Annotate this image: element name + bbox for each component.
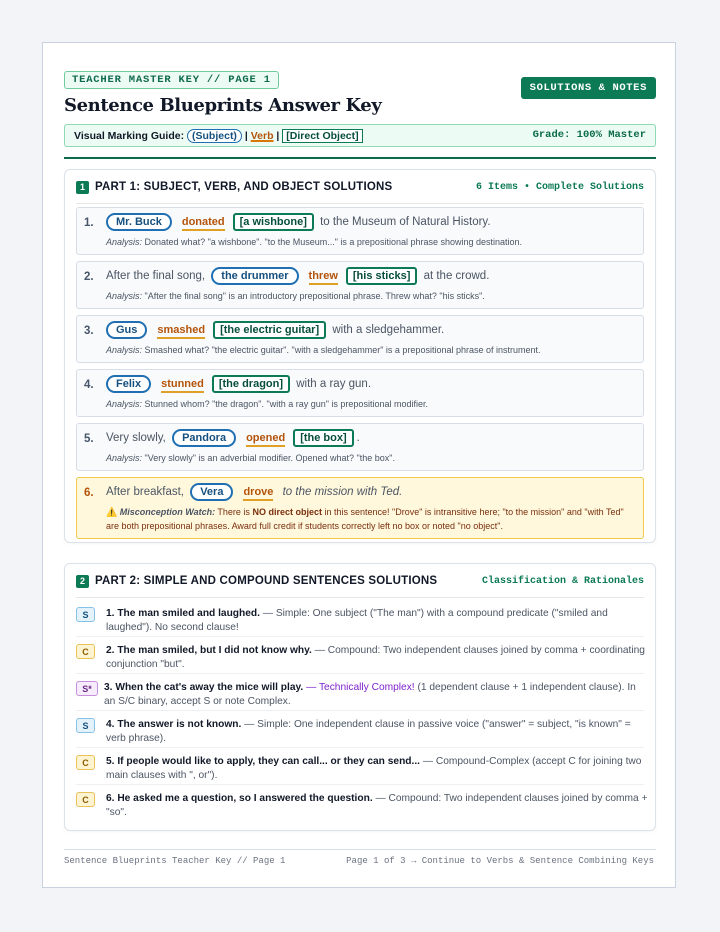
rationale: (1 dependent clause + 1 independent clause). In an S/C binary, accept S or note Complex. bbox=[104, 682, 636, 707]
classification-chip: S bbox=[76, 718, 95, 733]
footer-divider bbox=[64, 849, 656, 850]
complex-note: — Technically Complex! bbox=[306, 682, 415, 693]
sentence-text: 3. When the cat's away the mice will play. bbox=[104, 682, 304, 693]
analysis-label: Analysis: bbox=[106, 399, 143, 409]
sentence-text: 5. If people would like to apply, they can call... or they can send... bbox=[106, 756, 421, 767]
item-sentence bbox=[106, 375, 371, 393]
guide-direct-object-sample: [Direct Object] bbox=[282, 129, 362, 143]
item-number: 5. bbox=[84, 433, 94, 445]
footer-left: Sentence Blueprints Teacher Key // Page 1 bbox=[64, 856, 286, 866]
part2-title: PART 2: SIMPLE AND COMPOUND SENTENCES SOLUTIONS bbox=[95, 575, 438, 587]
solutions-badge: SOLUTIONS & NOTES bbox=[521, 77, 656, 99]
verb-mark: smashed bbox=[157, 324, 205, 339]
analysis-label: Analysis: bbox=[106, 291, 143, 301]
marking-guide bbox=[64, 124, 656, 147]
verb-mark: opened bbox=[246, 432, 285, 447]
verb-mark: drove bbox=[243, 486, 273, 501]
sentence-lead: After breakfast, bbox=[106, 486, 184, 498]
subject-mark: Vera bbox=[190, 483, 233, 501]
rationale: — Compound: Two independent clauses joined by comma + "so". bbox=[106, 793, 648, 818]
item-analysis bbox=[106, 345, 541, 355]
sentence-lead: After the final song, bbox=[106, 270, 206, 282]
part1-item-3 bbox=[76, 315, 644, 363]
verb-mark: stunned bbox=[161, 378, 204, 393]
warning-text: Ted" are both prepositional phrases. Award full credit if students correctly left no box or noted "no object". bbox=[106, 507, 624, 531]
part2-divider bbox=[76, 597, 644, 598]
rationale-text bbox=[104, 681, 649, 709]
guide-separator: | bbox=[244, 130, 248, 142]
item-number: 6. bbox=[84, 487, 94, 499]
sentence-row-1 bbox=[76, 600, 644, 637]
sentence-remainder: . bbox=[356, 432, 360, 444]
item-number: 2. bbox=[84, 271, 94, 283]
subject-mark: Pandora bbox=[172, 429, 236, 447]
part1-item-2 bbox=[76, 261, 644, 309]
subject-mark: Felix bbox=[106, 375, 151, 393]
answer-key-page bbox=[42, 42, 676, 888]
rationale-text bbox=[106, 644, 651, 672]
sentence-row-3 bbox=[76, 674, 644, 711]
page-content bbox=[64, 69, 656, 831]
warning-icon: ⚠️ bbox=[106, 507, 118, 517]
sentence-text: 1. The man smiled and laughed. bbox=[106, 608, 260, 619]
part1-item-1 bbox=[76, 207, 644, 255]
rationale: — Compound: Two independent clauses joined by comma + coordinating conjunction "but". bbox=[106, 645, 645, 670]
sentence-remainder: with a sledgehammer. bbox=[332, 324, 445, 336]
part2-header bbox=[65, 564, 655, 598]
direct-object-mark: [the dragon] bbox=[212, 375, 290, 393]
sentence-row-4 bbox=[76, 711, 644, 748]
guide-subject-sample: (Subject) bbox=[187, 129, 242, 143]
analysis-text: "Very slowly" is an adverbial modifier. Opened what? "the box". bbox=[144, 453, 395, 463]
part2-subtitle: Classification & Rationales bbox=[481, 576, 644, 587]
verb-mark: donated bbox=[182, 216, 225, 231]
warning-text: in this sentence! "Drove" is intransitive here; "to the mission" and "with bbox=[324, 507, 604, 517]
page-title: Sentence Blueprints Answer Key bbox=[64, 95, 382, 116]
item-sentence bbox=[106, 213, 491, 231]
verb-mark: threw bbox=[309, 270, 338, 285]
classification-chip: C bbox=[76, 792, 95, 807]
item-sentence bbox=[106, 483, 402, 501]
classification-chip: C bbox=[76, 644, 95, 659]
sentence-lead: Very slowly, bbox=[106, 432, 166, 444]
part2-number-icon: 2 bbox=[76, 575, 89, 588]
sentence-remainder: with a ray gun. bbox=[296, 378, 372, 390]
analysis-label: Analysis: bbox=[106, 345, 143, 355]
marking-guide-row bbox=[74, 129, 363, 143]
sentence-text: 2. The man smiled, but I did not know why. bbox=[106, 645, 312, 656]
sentence-remainder: at the crowd. bbox=[423, 270, 490, 282]
sentence-text: 6. He asked me a question, so I answered the question. bbox=[106, 793, 373, 804]
guide-verb-sample: Verb bbox=[250, 130, 274, 142]
analysis-text: "After the final song" is an introductory prepositional phrase. Threw what? "his sticks". bbox=[144, 291, 485, 301]
footer-right: Page 1 of 3 → Continue to Verbs & Sentence Combining Keys bbox=[346, 856, 654, 866]
grade-label: Grade: 100% Master bbox=[532, 129, 646, 141]
part1-divider bbox=[76, 203, 644, 204]
rationale-text bbox=[106, 755, 651, 783]
analysis-label: Analysis: bbox=[106, 453, 143, 463]
item-sentence bbox=[106, 321, 444, 339]
sentence-row-5 bbox=[76, 748, 644, 785]
item-number: 3. bbox=[84, 325, 94, 337]
classification-chip: S bbox=[76, 607, 95, 622]
analysis-text: Stunned whom? "the dragon". "with a ray gun" is prepositional modifier. bbox=[144, 399, 428, 409]
part1-item-5 bbox=[76, 423, 644, 471]
part1-header bbox=[65, 170, 655, 204]
rationale: — Compound-Complex (accept C for joining two main clauses with ", or"). bbox=[106, 756, 642, 781]
header bbox=[64, 69, 656, 159]
rationale: — Simple: One subject ("The man") with a compound predicate ("smiled and laughed"). No second clause! bbox=[106, 608, 608, 633]
part2-card bbox=[64, 563, 656, 831]
direct-object-mark: [the electric guitar] bbox=[213, 321, 326, 339]
direct-object-mark: [his sticks] bbox=[346, 267, 417, 285]
subject-mark: Gus bbox=[106, 321, 147, 339]
item-analysis bbox=[106, 237, 522, 247]
analysis-text: Smashed what? "the electric guitar". "with a sledgehammer" is a prepositional phrase of instrument. bbox=[144, 345, 541, 355]
item-analysis bbox=[106, 291, 485, 301]
master-key-tag: TEACHER MASTER KEY // PAGE 1 bbox=[64, 71, 279, 89]
subject-mark: the drummer bbox=[211, 267, 298, 285]
header-divider bbox=[64, 157, 656, 159]
item-analysis bbox=[106, 453, 395, 463]
part1-title: PART 1: SUBJECT, VERB, AND OBJECT SOLUTIONS bbox=[95, 181, 393, 193]
sentence-row-6 bbox=[76, 785, 648, 822]
warning-text: There is bbox=[217, 507, 250, 517]
part1-item-4 bbox=[76, 369, 644, 417]
classification-chip: S* bbox=[76, 681, 98, 696]
warning-emphasis: NO direct object bbox=[252, 507, 322, 517]
rationale-text bbox=[106, 718, 651, 746]
direct-object-mark: [a wishbone] bbox=[233, 213, 314, 231]
rationale: — Simple: One independent clause in passive voice ("answer" = subject, "is known" = verb phrase). bbox=[106, 719, 631, 744]
item-number: 1. bbox=[84, 217, 94, 229]
classification-chip: C bbox=[76, 755, 95, 770]
part1-subtitle: 6 Items • Complete Solutions bbox=[475, 182, 644, 193]
sentence-text: 4. The answer is not known. bbox=[106, 719, 242, 730]
analysis-label: Analysis: bbox=[106, 237, 143, 247]
part1-number-icon: 1 bbox=[76, 181, 89, 194]
sentence-remainder: to the Museum of Natural History. bbox=[320, 216, 491, 228]
rationale-text bbox=[106, 607, 651, 635]
item-number: 4. bbox=[84, 379, 94, 391]
item-sentence bbox=[106, 429, 360, 447]
misconception-note bbox=[106, 505, 636, 533]
part1-card bbox=[64, 169, 656, 543]
sentence-row-2 bbox=[76, 637, 644, 674]
guide-separator: | bbox=[276, 130, 280, 142]
analysis-text: Donated what? "a wishbone". "to the Museum..." is a prepositional phrase showing destination. bbox=[144, 237, 523, 247]
subject-mark: Mr. Buck bbox=[106, 213, 172, 231]
part1-item-6-warning bbox=[76, 477, 644, 539]
sentence-remainder: to the mission with Ted. bbox=[282, 486, 403, 498]
item-sentence bbox=[106, 267, 489, 285]
rationale-text bbox=[106, 792, 651, 820]
marking-guide-label: Visual Marking Guide: bbox=[74, 130, 185, 142]
item-analysis bbox=[106, 399, 428, 409]
warning-label: Misconception Watch: bbox=[119, 507, 216, 517]
direct-object-mark: [the box] bbox=[293, 429, 353, 447]
